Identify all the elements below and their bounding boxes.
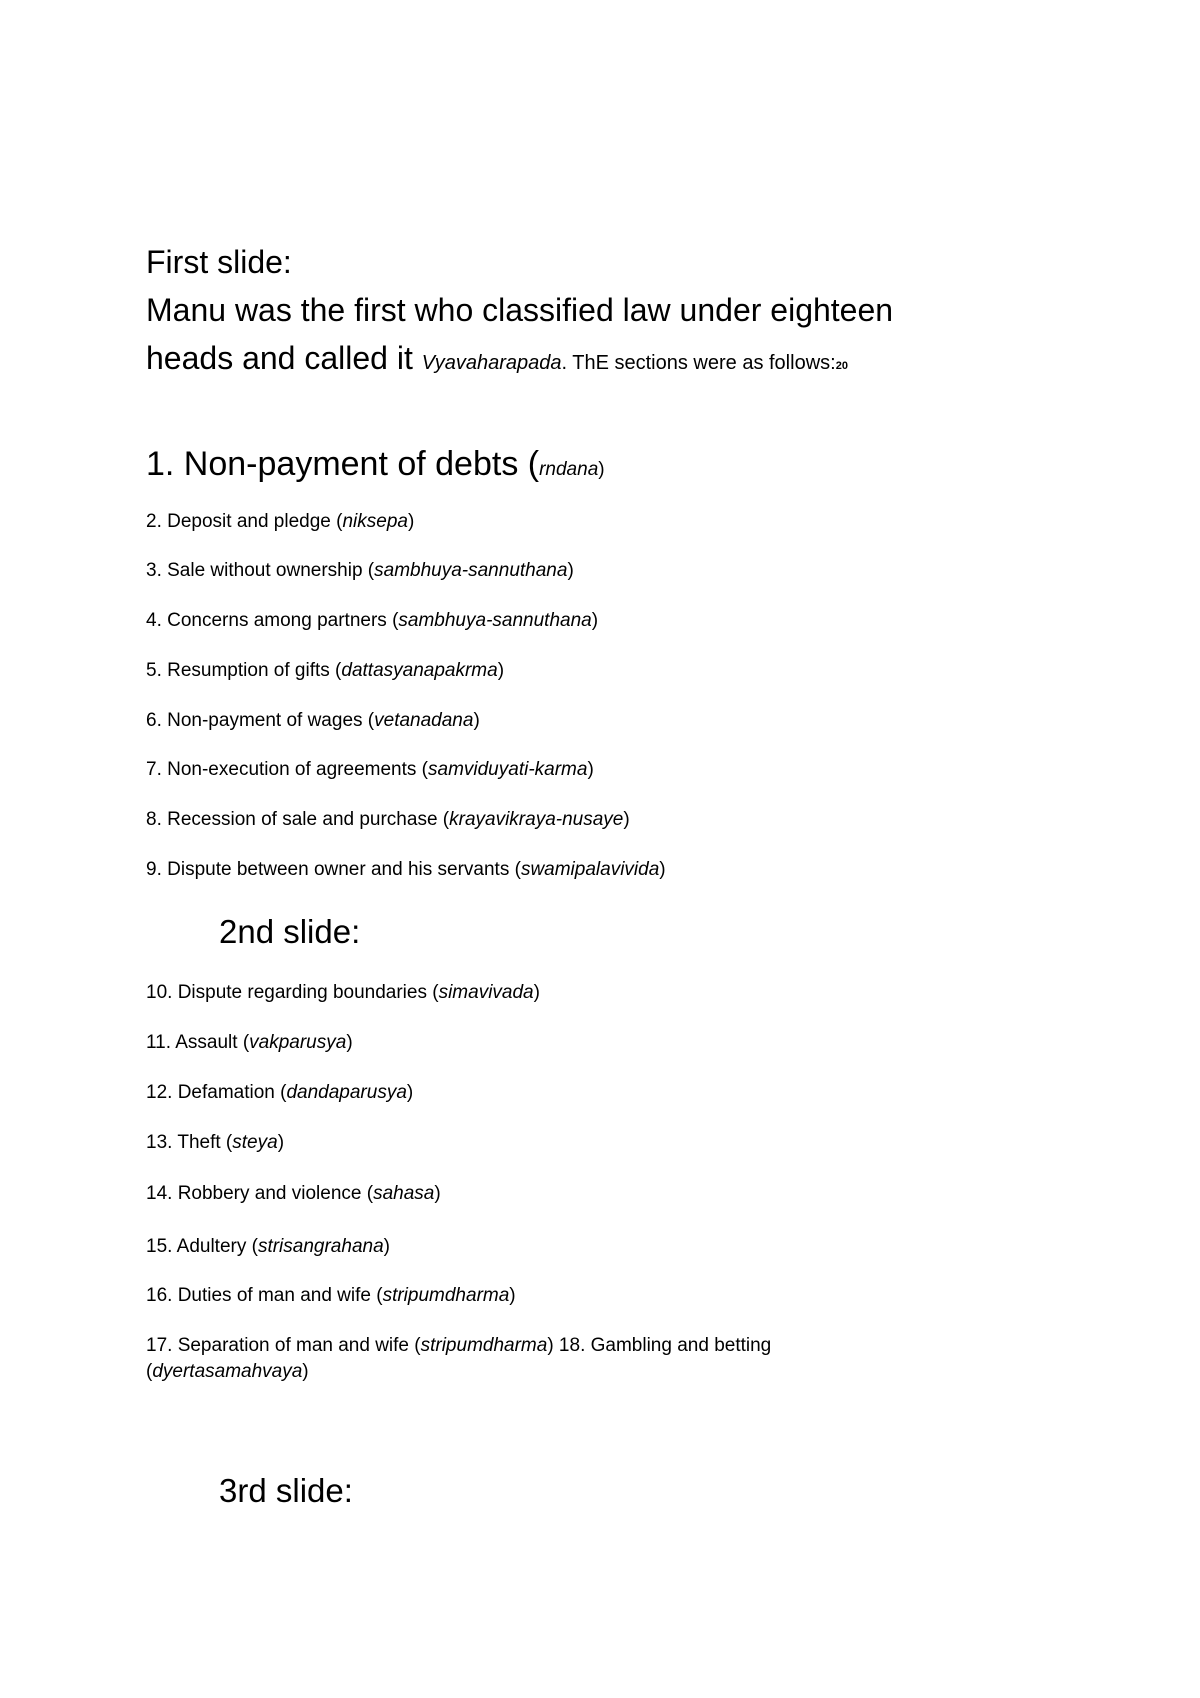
item-text: 12. Defamation (	[146, 1082, 287, 1103]
list-item-9	[146, 858, 666, 882]
intro-line-1: Manu was the first who classified law under eighteen	[146, 292, 894, 328]
item-close: )	[533, 982, 540, 1003]
item-term: samviduyati-karma	[428, 759, 588, 780]
item-mid: ) 18. Gambling and betting	[547, 1335, 772, 1356]
item-term: sambhuya-sannuthana	[374, 560, 568, 581]
item-open: (	[146, 1361, 153, 1382]
item-close: )	[346, 1032, 353, 1053]
item-close: )	[406, 1082, 414, 1103]
item-text: 4. Concerns among partners (	[146, 610, 399, 631]
list-item-13	[146, 1131, 284, 1155]
list-item-14	[146, 1182, 441, 1206]
item-term: sahasa	[373, 1183, 435, 1204]
item-term: krayavikraya-nusaye	[449, 809, 624, 830]
item-text: 15. Adultery (	[146, 1236, 258, 1257]
list-item-4	[146, 609, 598, 633]
intro-line-2-text: heads and called it	[146, 340, 422, 376]
item-text: 2. Deposit and pledge (	[146, 511, 343, 532]
intro-after-term: . ThE sections were as follows:	[561, 352, 836, 374]
item-term: dandaparusya	[286, 1082, 407, 1103]
item-term: swamipalavivida	[520, 859, 660, 880]
item-text: 13. Theft (	[146, 1132, 233, 1153]
item-text: 1. Non-payment of debts (	[146, 445, 540, 483]
list-item-1	[146, 446, 605, 482]
item-term: sambhuya-sannuthana	[398, 610, 592, 631]
item-close: )	[383, 1236, 390, 1257]
item-text: 10. Dispute regarding boundaries (	[146, 982, 439, 1003]
list-item-7	[146, 758, 594, 782]
heading-first-slide: First slide:	[146, 244, 292, 280]
list-item-3	[146, 559, 574, 583]
list-item-5	[146, 659, 504, 683]
item-term: steya	[232, 1132, 278, 1153]
item-text: 17. Separation of man and wife (	[146, 1335, 421, 1356]
item-term: vetanadana	[374, 710, 474, 731]
intro-term: Vyavaharapada	[421, 352, 562, 374]
list-item-2	[146, 510, 414, 534]
list-item-10	[146, 981, 540, 1005]
item-close: )	[473, 710, 480, 731]
item-close: )	[587, 759, 594, 780]
item-close: )	[277, 1132, 285, 1153]
item-close: )	[567, 560, 574, 581]
list-item-8	[146, 808, 630, 832]
item-close: )	[434, 1183, 441, 1204]
item-close: )	[509, 1285, 516, 1306]
heading-second-slide: 2nd slide:	[219, 913, 361, 950]
list-item-6	[146, 709, 480, 733]
list-item-11	[146, 1031, 353, 1055]
item-text: 11. Assault (	[146, 1032, 250, 1053]
item-term: stripumdharma	[382, 1285, 510, 1306]
item-term: simavivada	[438, 982, 534, 1003]
list-item-15	[146, 1235, 390, 1259]
item-close: )	[497, 660, 505, 681]
item-close: )	[623, 809, 630, 830]
item-text: 7. Non-execution of agreements (	[146, 759, 428, 780]
item-text: 9. Dispute between owner and his servants (	[146, 859, 521, 880]
item-term: rndana	[539, 459, 599, 480]
item-text: 8. Recession of sale and purchase (	[146, 809, 450, 830]
item-close: )	[407, 511, 415, 532]
list-item-17-18	[146, 1334, 771, 1358]
list-item-18-continued	[146, 1360, 309, 1384]
item-text: 6. Non-payment of wages (	[146, 710, 375, 731]
item-term: stripumdharma	[420, 1335, 548, 1356]
item-close: )	[598, 459, 605, 480]
item-close: )	[302, 1361, 309, 1382]
item-text: 3. Sale without ownership (	[146, 560, 375, 581]
footnote-ref: 20	[835, 360, 848, 372]
item-term: niksepa	[342, 511, 408, 532]
item-text: 5. Resumption of gifts (	[146, 660, 342, 681]
item-text: 14. Robbery and violence (	[146, 1183, 374, 1204]
item-close: )	[659, 859, 666, 880]
item-term: strisangrahana	[257, 1236, 384, 1257]
item-term: dyertasamahvaya	[152, 1361, 303, 1382]
list-item-16	[146, 1284, 516, 1308]
item-term: vakparusya	[249, 1032, 347, 1053]
item-term: dattasyanapakrma	[341, 660, 498, 681]
heading-third-slide: 3rd slide:	[219, 1472, 353, 1509]
item-text: 16. Duties of man and wife (	[146, 1285, 383, 1306]
item-close: )	[591, 610, 599, 631]
list-item-12	[146, 1081, 413, 1105]
intro-line-2	[146, 340, 848, 384]
